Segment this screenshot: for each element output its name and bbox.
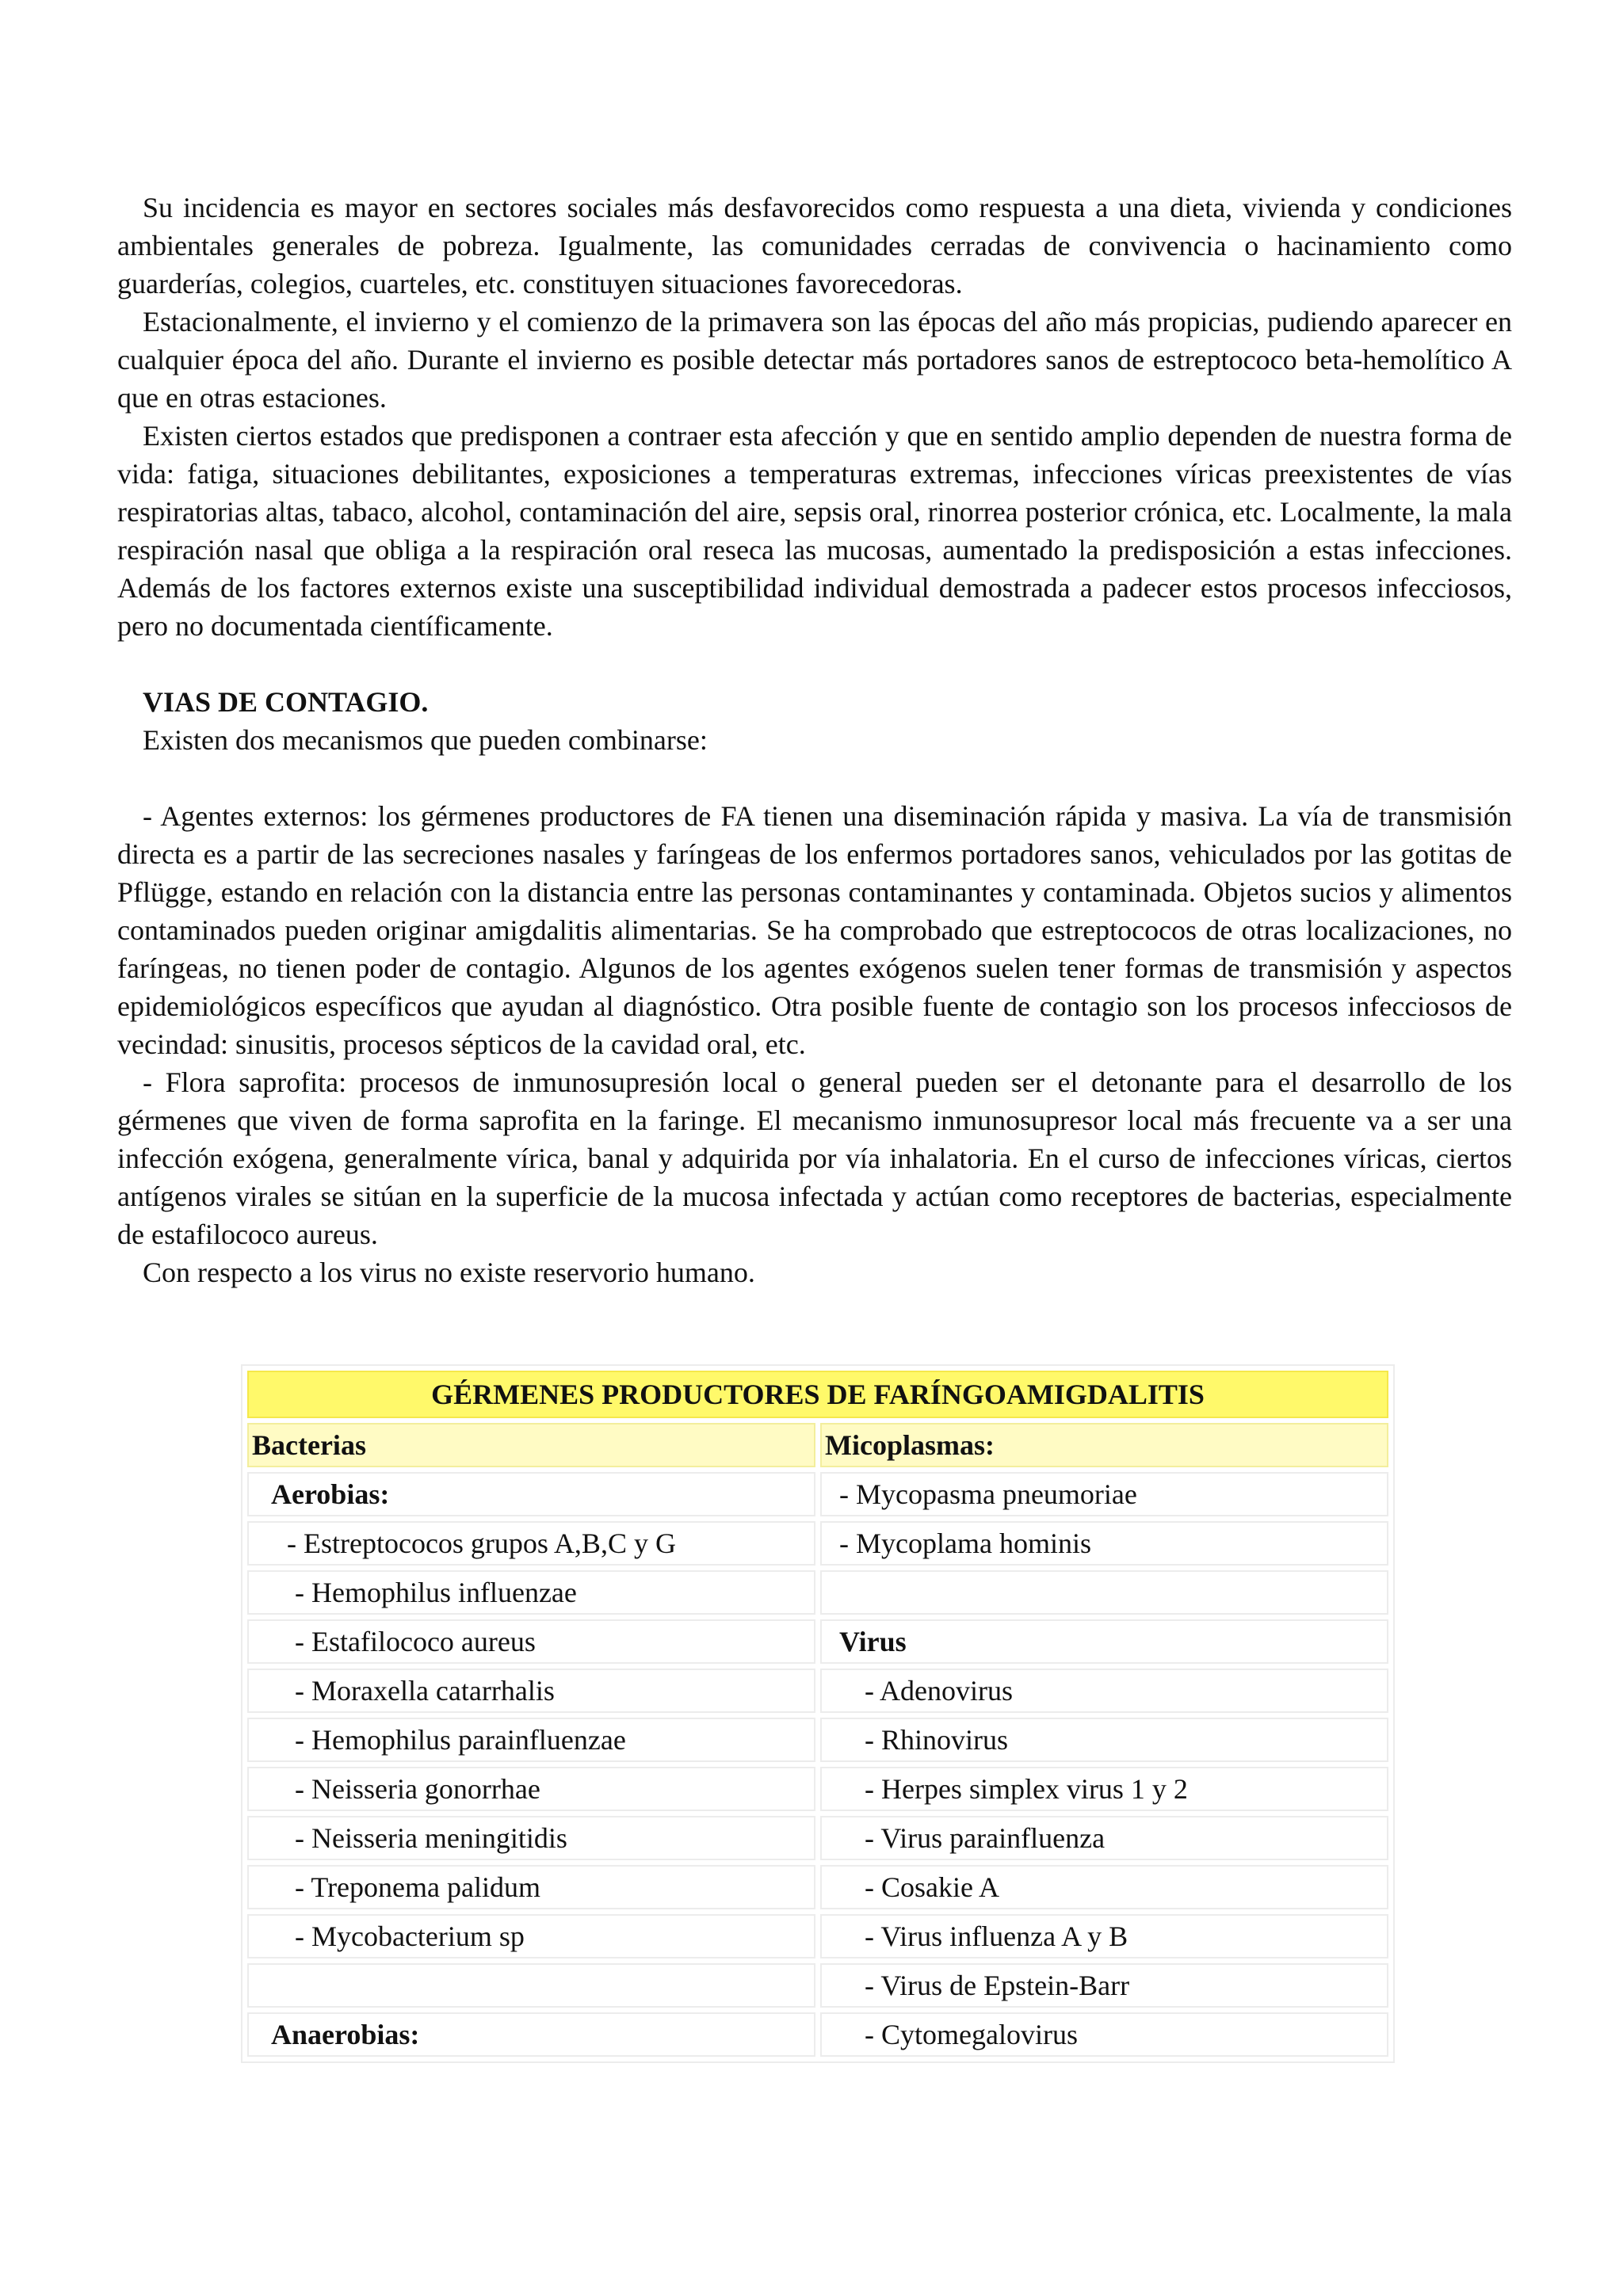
table-row bbox=[247, 1914, 1388, 1958]
document-body bbox=[117, 189, 1512, 1291]
spacer bbox=[117, 759, 1512, 797]
table-cell-right: - Virus parainfluenza bbox=[820, 1816, 1388, 1860]
paragraph-incidence: Su incidencia es mayor en sectores sociales más desfavorecidos como respuesta a una dieta, vivienda y condiciones ambientales generales de pobreza. Igualmente, las comunidades cerradas de convivencia o hacinamiento como guarderías, colegios, cuarteles, etc. constituyen situaciones favorecedoras. bbox=[117, 192, 1512, 299]
table-cell-right: - Adenovirus bbox=[820, 1669, 1388, 1713]
section-heading: VIAS DE CONTAGIO. bbox=[143, 686, 429, 718]
table-row bbox=[247, 1767, 1388, 1811]
table-title-row bbox=[247, 1371, 1388, 1418]
paragraph-seasonality: Estacionalmente, el invierno y el comienzo de la primavera son las épocas del año más propicias, pudiendo aparecer en cualquier época del año. Durante el invierno es posible detectar más portadores sanos de estreptococo beta-hemolítico A que en otras estaciones. bbox=[117, 306, 1512, 414]
table-row bbox=[247, 1619, 1388, 1664]
table-cell-left: - Hemophilus influenzae bbox=[247, 1570, 815, 1615]
table-cell-right: Virus bbox=[820, 1619, 1388, 1664]
table-cell-right: - Cytomegalovirus bbox=[820, 2012, 1388, 2057]
table-cell-left: - Neisseria meningitidis bbox=[247, 1816, 815, 1860]
table-cell-right: - Cosakie A bbox=[820, 1865, 1388, 1909]
table-row bbox=[247, 1865, 1388, 1909]
table-cell-left: - Neisseria gonorrhae bbox=[247, 1767, 815, 1811]
table-cell-left: - Moraxella catarrhalis bbox=[247, 1669, 815, 1713]
virus-note: Con respecto a los virus no existe reservorio humano. bbox=[143, 1257, 755, 1288]
table-cell-left: Anaerobias: bbox=[247, 2012, 815, 2057]
paragraph-saprophytic-flora: - Flora saprofita: procesos de inmunosupresión local o general pueden ser el detonante para el desarrollo de los gérmenes que viven de forma saprofita en la faringe. El mecanismo inmunosupresor local más frecuente va a ser una infección exógena, generalmente vírica, banal y adquirida por vía inhalatoria. En el curso de infecciones víricas, ciertos antígenos virales se sitúan en la superficie de la mucosa infectada y actúan como receptores de bacterias, especialmente de estafilococo aureus. bbox=[117, 1066, 1512, 1250]
table-title: GÉRMENES PRODUCTORES DE FARÍNGOAMIGDALITIS bbox=[247, 1371, 1388, 1418]
table-cell-left bbox=[247, 1963, 815, 2008]
table-row bbox=[247, 1963, 1388, 2008]
table-cell-right: - Mycopasma pneumoriae bbox=[820, 1472, 1388, 1516]
table-row bbox=[247, 1570, 1388, 1615]
table-row bbox=[247, 1521, 1388, 1566]
table-cell-left: - Estreptococos grupos A,B,C y G bbox=[247, 1521, 815, 1566]
germs-table bbox=[241, 1364, 1395, 2063]
table-cell-right: - Virus de Epstein-Barr bbox=[820, 1963, 1388, 2008]
header-bacterias: Bacterias bbox=[247, 1423, 815, 1467]
table-cell-right: - Mycoplama hominis bbox=[820, 1521, 1388, 1566]
table-row bbox=[247, 1718, 1388, 1762]
table-row bbox=[247, 2012, 1388, 2057]
table-cell-left: - Estafilococo aureus bbox=[247, 1619, 815, 1664]
table-row bbox=[247, 1816, 1388, 1860]
table-row bbox=[247, 1472, 1388, 1516]
spacer bbox=[117, 645, 1512, 683]
table-cell-left: - Treponema palidum bbox=[247, 1865, 815, 1909]
table-cell-left: - Mycobacterium sp bbox=[247, 1914, 815, 1958]
paragraph-external-agents: - Agentes externos: los gérmenes productores de FA tienen una diseminación rápida y masiva. La vía de transmisión directa es a partir de las secreciones nasales y faríngeas de los enfermos portadores sanos, vehiculados por las gotitas de Pflügge, estando en relación con la distancia entre las personas contaminantes y contaminada. Objetos sucios y alimentos contaminados pueden originar amigdalitis alimentarias. Se ha comprobado que estreptococos de otras localizaciones, no faríngeas, no tienen poder de contagio. Algunos de los agentes exógenos suelen tener formas de transmisión y aspectos epidemiológicos específicos que ayudan al diagnóstico. Otra posible fuente de contagio son los procesos infecciosos de vecindad: sinusitis, procesos sépticos de la cavidad oral, etc. bbox=[117, 800, 1512, 1060]
table-cell-left: Aerobias: bbox=[247, 1472, 815, 1516]
paragraph-predisposing-states: Existen ciertos estados que predisponen a contraer esta afección y que en sentido amplio dependen de nuestra forma de vida: fatiga, situaciones debilitantes, exposiciones a temperaturas extremas, infecciones víricas preexistentes de vías respiratorias altas, tabaco, alcohol, contaminación del aire, sepsis oral, rinorrea posterior crónica, etc. Localmente, la mala respiración nasal que obliga a la respiración oral reseca las mucosas, aumentado la predisposición a estas infecciones. Además de los factores externos existe una susceptibilidad individual demostrada a padecer estos procesos infecciosos, pero no documentada científicamente. bbox=[117, 420, 1512, 642]
table-cell-right: - Virus influenza A y B bbox=[820, 1914, 1388, 1958]
table-row bbox=[247, 1669, 1388, 1713]
table-cell-left: - Hemophilus parainfluenzae bbox=[247, 1718, 815, 1762]
table-cell-right: - Herpes simplex virus 1 y 2 bbox=[820, 1767, 1388, 1811]
table-cell-right bbox=[820, 1570, 1388, 1615]
header-micoplasmas: Micoplasmas: bbox=[820, 1423, 1388, 1467]
table-header-row bbox=[247, 1423, 1388, 1467]
table-cell-right: - Rhinovirus bbox=[820, 1718, 1388, 1762]
germs-table-grid bbox=[242, 1366, 1393, 2061]
section-intro: Existen dos mecanismos que pueden combinarse: bbox=[143, 724, 708, 756]
